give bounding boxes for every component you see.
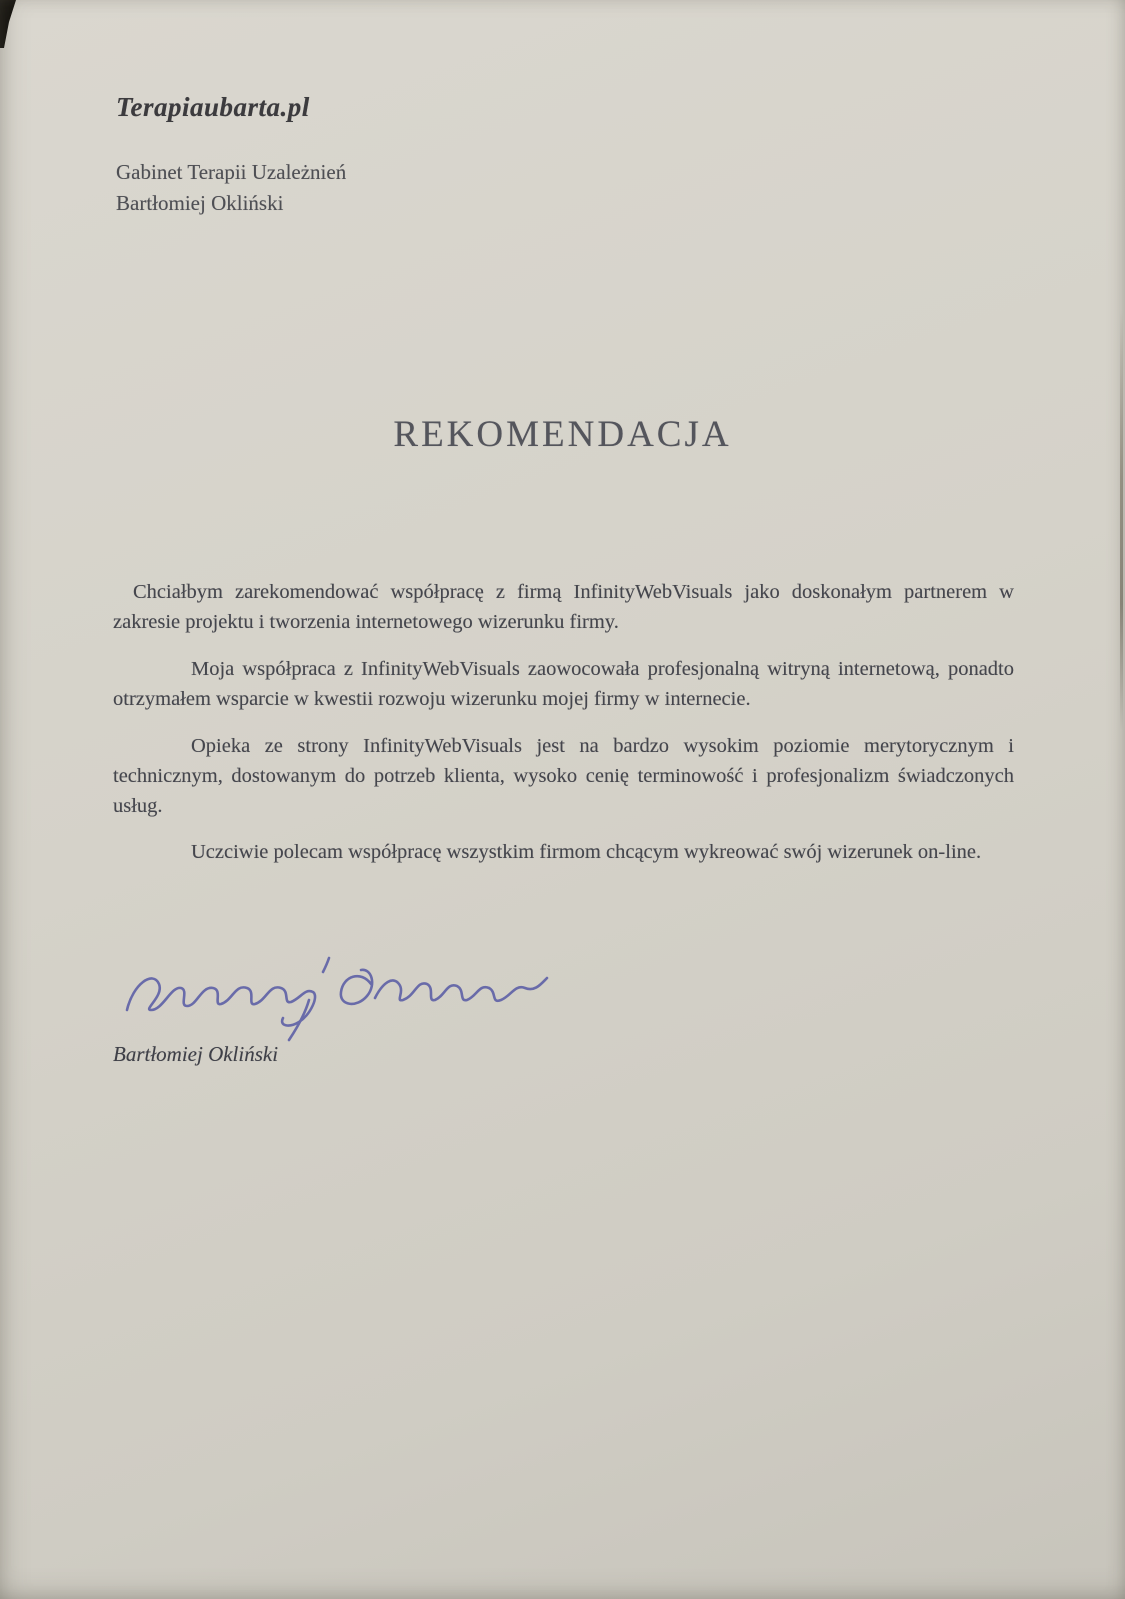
paragraph-1: Chciałbym zarekomendować współpracę z firmą InfinityWebVisuals jako doskonałym partnerem w zakresie projektu i tworzenia internetowego wizerunku firmy. — [113, 581, 1014, 633]
letterhead-org-block — [116, 157, 346, 219]
handwritten-signature — [113, 940, 553, 1042]
signer-printed-name: Bartłomiej Okliński — [113, 1042, 279, 1066]
letter-body — [113, 577, 1014, 884]
letterhead — [116, 92, 346, 219]
paragraph-4: Uczciwie polecam współpracę wszystkim firmom chcącym wykreować swój wizerunek on-line. — [191, 841, 982, 863]
scan-artifact-corner — [0, 0, 18, 48]
signature-block — [113, 940, 633, 1067]
letterhead-site-name: Terapiaubarta.pl — [116, 92, 310, 122]
scan-edge-shadow — [1120, 310, 1123, 730]
paragraph-2: Moja współpraca z InfinityWebVisuals zaowocowała profesjonalną witryną internetową, ponadto otrzymałem wsparcie w kwestii rozwoju wizerunku mojej firmy w internecie. — [113, 658, 1014, 710]
letterhead-person: Bartłomiej Okliński — [116, 191, 284, 215]
document-title: REKOMENDACJA — [393, 414, 732, 455]
signature-ink-icon — [113, 940, 553, 1042]
paragraph-3: Opieka ze strony InfinityWebVisuals jest na bardzo wysokim poziomie merytorycznym i technicznym, dostowanym do potrzeb klienta, wysoko cenię terminowość i profesjonalizm świadczonych usług. — [113, 735, 1014, 817]
letterhead-organization: Gabinet Terapii Uzależnień — [116, 160, 347, 184]
